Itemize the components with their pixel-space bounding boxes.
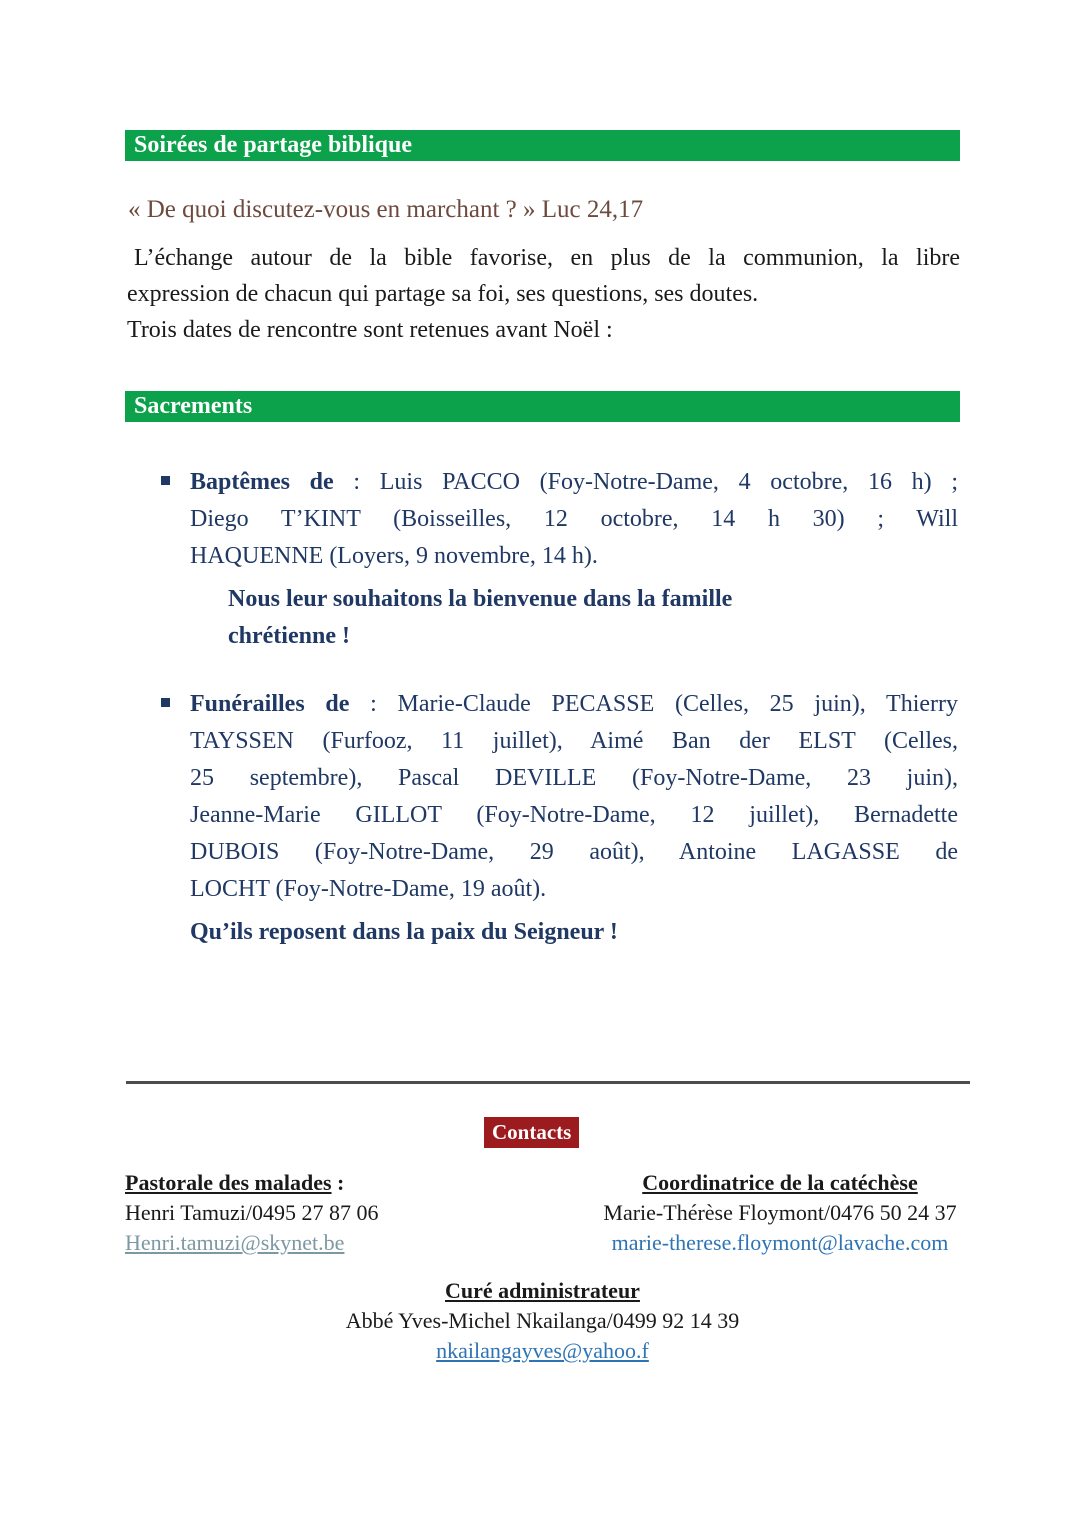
welcome-line: Nous leur souhaitons la bienvenue dans la famille [228, 586, 733, 612]
section-header-sacrements: Sacrements [125, 391, 960, 422]
scripture-quote: « De quoi discutez-vous en marchant ? » Luc 24,17 [128, 196, 644, 223]
contact-cure [125, 1276, 960, 1366]
contacts-badge: Contacts [484, 1117, 579, 1148]
list-item-funerailles [125, 686, 960, 951]
contact-cure-email-link[interactable]: nkailangayves@yahoo.f [436, 1338, 649, 1363]
funerailles-line: 25 septembre), Pascal DEVILLE (Foy-Notre-Dame, 23 juin), [190, 765, 958, 791]
funerailles-rest-message [190, 914, 958, 951]
contact-pastorale-title-text: Pastorale des malades [125, 1170, 332, 1195]
contact-pastorale-phone: Henri Tamuzi/0495 27 87 06 [125, 1200, 379, 1225]
bullet-square-icon [161, 476, 170, 485]
baptemes-line-text: : Luis PACCO (Foy-Notre-Dame, 4 octobre, 16 h) ; [333, 469, 959, 495]
contact-pastorale-title-suffix: : [331, 1170, 345, 1195]
baptemes-lead-label: Baptêmes de [190, 469, 334, 495]
section-header-bible-sharing: Soirées de partage biblique [125, 130, 960, 161]
contact-coordinatrice-phone: Marie-Thérèse Floymont/0476 50 24 37 [603, 1200, 957, 1225]
baptemes-line [190, 464, 958, 501]
welcome-line: chrétienne ! [228, 623, 350, 649]
funerailles-line: LOCHT (Foy-Notre-Dame, 19 août). [190, 876, 547, 902]
rest-line: Qu’ils reposent dans la paix du Seigneur ! [190, 919, 618, 945]
contact-coordinatrice-email-link[interactable]: marie-therese.floymont@lavache.com [611, 1230, 949, 1255]
contact-cure-phone: Abbé Yves-Michel Nkailanga/0499 92 14 39 [345, 1308, 740, 1333]
section-divider-line [126, 1081, 970, 1084]
contact-coordinatrice [600, 1168, 960, 1258]
contact-coordinatrice-title: Coordinatrice de la catéchèse [642, 1170, 918, 1195]
paragraph-line: expression de chacun qui partage sa foi, ses questions, ses doutes. [127, 281, 759, 307]
contacts-columns [125, 1168, 960, 1258]
baptemes-line: Diego T’KINT (Boisseilles, 12 octobre, 14 h 30) ; Will [190, 506, 958, 532]
list-item-baptemes [125, 464, 960, 655]
contact-pastorale-title [125, 1168, 378, 1198]
baptemes-welcome-message [228, 581, 958, 655]
funerailles-line: Jeanne-Marie GILLOT (Foy-Notre-Dame, 12 juillet), Bernadette [190, 802, 958, 828]
funerailles-line: TAYSSEN (Furfooz, 11 juillet), Aimé Ban der ELST (Celles, [190, 728, 958, 754]
contact-cure-title: Curé administrateur [445, 1278, 640, 1303]
bible-sharing-paragraph [127, 240, 960, 348]
contact-pastorale-email-link[interactable]: Henri.tamuzi@skynet.be [125, 1230, 345, 1255]
contact-pastorale [125, 1168, 378, 1258]
funerailles-line [190, 686, 958, 723]
funerailles-line-text: : Marie-Claude PECASSE (Celles, 25 juin), Thierry [349, 691, 958, 717]
funerailles-lead-label: Funérailles de [190, 691, 350, 717]
paragraph-line: L’échange autour de la bible favorise, en plus de la communion, la libre [134, 245, 960, 271]
funerailles-line: DUBOIS (Foy-Notre-Dame, 29 août), Antoine LAGASSE de [190, 839, 958, 865]
paragraph-line: Trois dates de rencontre sont retenues avant Noël : [127, 317, 613, 343]
baptemes-line: HAQUENNE (Loyers, 9 novembre, 14 h). [190, 543, 598, 569]
bullet-square-icon [161, 698, 170, 707]
